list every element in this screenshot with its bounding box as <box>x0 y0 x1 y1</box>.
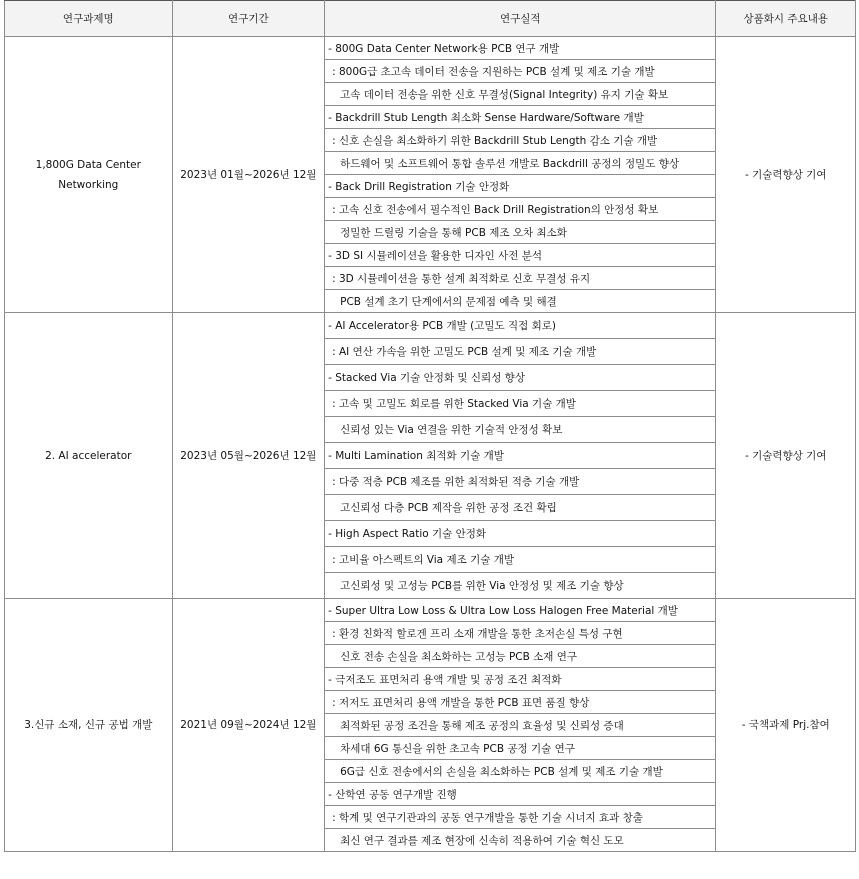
result-line: - Super Ultra Low Loss & Ultra Low Loss Halogen Free Material 개발 <box>325 599 716 622</box>
header-commercial: 상품화시 주요내용 <box>716 1 856 37</box>
result-line: 고신뢰성 다층 PCB 제작을 위한 공정 조건 확립 <box>325 495 716 521</box>
result-line: - 산학연 공동 연구개발 진행 <box>325 783 716 806</box>
project-name: 1,800G Data Center Networking <box>5 37 173 313</box>
table-row <box>5 313 856 339</box>
result-line: - Stacked Via 기술 안정화 및 신뢰성 향상 <box>325 365 716 391</box>
result-line: PCB 설계 초기 단계에서의 문제점 예측 및 해결 <box>325 290 716 313</box>
result-line: 신호 전송 손실을 최소화하는 고성능 PCB 소재 연구 <box>325 645 716 668</box>
header-row <box>5 1 856 37</box>
result-line: - 800G Data Center Network용 PCB 연구 개발 <box>325 37 716 60</box>
result-line: : 고속 신호 전송에서 필수적인 Back Drill Registration의 안정성 확보 <box>325 198 716 221</box>
result-line: 차세대 6G 통신을 위한 초고속 PCB 공정 기술 연구 <box>325 737 716 760</box>
table-row <box>5 599 856 622</box>
result-line: : 신호 손실을 최소화하기 위한 Backdrill Stub Length 감소 기술 개발 <box>325 129 716 152</box>
result-line: - High Aspect Ratio 기술 안정화 <box>325 521 716 547</box>
research-table <box>4 0 856 852</box>
result-line: 정밀한 드릴링 기술을 통해 PCB 제조 오차 최소화 <box>325 221 716 244</box>
result-line: 고신뢰성 및 고성능 PCB를 위한 Via 안정성 및 제조 기술 향상 <box>325 573 716 599</box>
result-line: : 저저도 표면처리 용액 개발을 통한 PCB 표면 품질 향상 <box>325 691 716 714</box>
result-line: - Backdrill Stub Length 최소화 Sense Hardware/Software 개발 <box>325 106 716 129</box>
result-line: : 학계 및 연구기관과의 공동 연구개발을 통한 기술 시너지 효과 창출 <box>325 806 716 829</box>
project-period: 2023년 05월~2026년 12월 <box>172 313 325 599</box>
project-name: 2. AI accelerator <box>5 313 173 599</box>
result-line: 최적화된 공정 조건을 통해 제조 공정의 효율성 및 신뢰성 증대 <box>325 714 716 737</box>
commercial-note: - 기술력향상 기여 <box>716 37 856 313</box>
project-name: 3.신규 소재, 신규 공법 개발 <box>5 599 173 852</box>
result-line: 하드웨어 및 소프트웨어 통합 솔루션 개발로 Backdrill 공정의 정밀도 향상 <box>325 152 716 175</box>
commercial-note: - 기술력향상 기여 <box>716 313 856 599</box>
result-line: - AI Accelerator용 PCB 개발 (고밀도 직접 회로) <box>325 313 716 339</box>
header-period: 연구기간 <box>172 1 325 37</box>
result-line: : 다중 적층 PCB 제조를 위한 최적화된 적층 기술 개발 <box>325 469 716 495</box>
result-line: 신뢰성 있는 Via 연결을 위한 기술적 안정성 확보 <box>325 417 716 443</box>
commercial-note: - 국책과제 Prj.참여 <box>716 599 856 852</box>
result-line: - Multi Lamination 최적화 기술 개발 <box>325 443 716 469</box>
header-project-name: 연구과제명 <box>5 1 173 37</box>
result-line: - 극저조도 표면처리 용액 개발 및 공정 조건 최적화 <box>325 668 716 691</box>
project-period: 2021년 09월~2024년 12월 <box>172 599 325 852</box>
result-line: 최신 연구 결과를 제조 현장에 신속히 적용하여 기술 혁신 도모 <box>325 829 716 852</box>
result-line: : 고속 및 고밀도 회로를 위한 Stacked Via 기술 개발 <box>325 391 716 417</box>
result-line: : 3D 시뮬레이션을 통한 설계 최적화로 신호 무결성 유지 <box>325 267 716 290</box>
project-period: 2023년 01월~2026년 12월 <box>172 37 325 313</box>
result-line: 고속 데이터 전송을 위한 신호 무결성(Signal Integrity) 유지 기술 확보 <box>325 83 716 106</box>
table-row <box>5 37 856 60</box>
result-line: : 환경 친화적 할로겐 프리 소재 개발을 통한 초저손실 특성 구현 <box>325 622 716 645</box>
header-results: 연구실적 <box>325 1 716 37</box>
result-line: : AI 연산 가속을 위한 고밀도 PCB 설계 및 제조 기술 개발 <box>325 339 716 365</box>
result-line: : 고비율 아스펙트의 Via 제조 기술 개발 <box>325 547 716 573</box>
result-line: - 3D SI 시뮬레이션을 활용한 디자인 사전 분석 <box>325 244 716 267</box>
result-line: - Back Drill Registration 기술 안정화 <box>325 175 716 198</box>
result-line: 6G급 신호 전송에서의 손실을 최소화하는 PCB 설계 및 제조 기술 개발 <box>325 760 716 783</box>
result-line: : 800G급 초고속 데이터 전송을 지원하는 PCB 설계 및 제조 기술 개발 <box>325 60 716 83</box>
